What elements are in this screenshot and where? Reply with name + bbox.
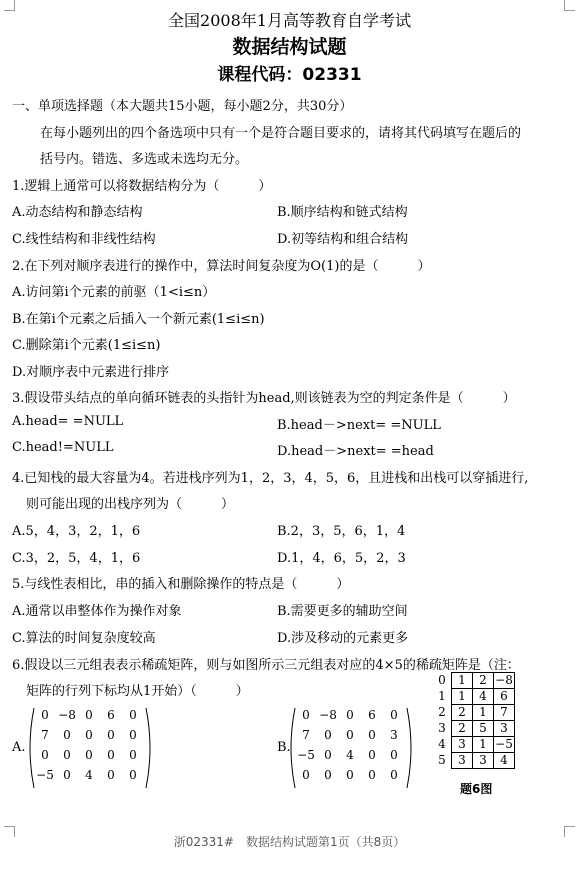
matrix-b-cell: −5 xyxy=(297,748,315,762)
question-6-stem-line2: 矩阵的行列下标均从1开始）（ ） xyxy=(26,684,249,699)
matrix-b-cell: −8 xyxy=(319,708,337,722)
triple-cell: 3 xyxy=(452,737,473,753)
question-4-stem-line1: 4.已知栈的最大容量为4。若进栈序列为1，2，3，4，5，6，且进栈和出栈可以穿插进行, xyxy=(12,471,529,486)
triple-row-index: 3 xyxy=(438,721,446,735)
triple-cell: 5 xyxy=(473,721,494,737)
triple-cell: 2 xyxy=(452,721,473,737)
section-instruction-line1: 在每小题列出的四个备选项中只有一个是符合题目要求的，请将其代码填写在题后的 xyxy=(40,126,522,141)
question-4-option-c: C.3，2，5，4，1，6 xyxy=(12,551,141,566)
question-3-option-a: A.head= =NULL xyxy=(12,414,124,429)
figure-caption: 题6图 xyxy=(460,782,493,796)
triple-cell: 4 xyxy=(494,753,515,769)
matrix-a-row xyxy=(34,768,144,788)
question-6-option-b xyxy=(277,706,417,790)
matrix-b-cell: 0 xyxy=(346,708,354,722)
question-1-option-d: D.初等结构和组合结构 xyxy=(277,232,409,247)
matrix-a-cell: 0 xyxy=(107,728,115,742)
matrix-a-cell: 0 xyxy=(85,708,93,722)
triple-cell: 2 xyxy=(452,705,473,721)
question-2-option-c: C.删除第i个元素(1≤i≤n) xyxy=(12,338,161,353)
triple-table-figure xyxy=(436,672,515,769)
matrix-b-row xyxy=(295,708,405,728)
matrix-a-cell: 0 xyxy=(85,728,93,742)
matrix-a-row xyxy=(34,748,144,768)
triple-row-index: 1 xyxy=(438,689,446,703)
triple-cell: −8 xyxy=(495,673,513,687)
matrix-a-cell: 7 xyxy=(41,728,49,742)
question-2-option-b: B.在第i个元素之后插入一个新元素(1≤i≤n) xyxy=(12,312,265,327)
question-4-option-d: D.1，4，6，5，2，3 xyxy=(277,551,406,566)
triple-cell: −5 xyxy=(495,737,513,751)
matrix-b-cell: 0 xyxy=(346,768,354,782)
question-1-option-a: A.动态结构和静态结构 xyxy=(12,205,143,220)
triple-row xyxy=(452,673,515,689)
question-1-option-c: C.线性结构和非线性结构 xyxy=(12,232,156,247)
matrix-a-cell: 4 xyxy=(85,768,93,782)
section-heading: 一、单项选择题（本大题共15小题，每小题2分，共30分） xyxy=(12,99,353,114)
triple-row-index: 0 xyxy=(438,673,446,687)
matrix-b-cell: 0 xyxy=(324,768,332,782)
matrix-a-cell: 0 xyxy=(129,708,137,722)
question-1-stem: 1.逻辑上通常可以将数据结构分为（ ） xyxy=(12,179,272,194)
matrix-b-cell: 4 xyxy=(346,748,354,762)
question-5-option-d: D.涉及移动的元素更多 xyxy=(277,631,409,646)
triple-cell: 3 xyxy=(452,753,473,769)
triple-row xyxy=(452,689,515,705)
triple-row-index: 2 xyxy=(438,705,446,719)
matrix-b-cell: 0 xyxy=(302,768,310,782)
matrix-b-row xyxy=(295,768,405,788)
question-6-stem-line1: 6.假设以三元组表表示稀疏矩阵，则与如图所示三元组表对应的4×5的稀疏矩阵是（注： xyxy=(12,658,520,673)
question-6-option-a xyxy=(12,706,152,790)
triple-cell: 2 xyxy=(473,673,494,689)
matrix-b-grid xyxy=(295,708,405,788)
matrix-a-cell: 0 xyxy=(107,748,115,762)
matrix-a-cell: −5 xyxy=(36,768,54,782)
question-5-option-b: B.需要更多的辅助空间 xyxy=(277,604,408,619)
triple-row-index: 4 xyxy=(438,737,446,751)
matrix-a-cell: 0 xyxy=(129,748,137,762)
triple-cell: 1 xyxy=(452,689,473,705)
section-instruction-line2: 括号内。错选、多选或未选均无分。 xyxy=(40,152,249,167)
matrix-a-cell: 0 xyxy=(129,768,137,782)
triple-table xyxy=(451,672,515,769)
triple-cell: 6 xyxy=(494,689,515,705)
matrix-b-cell: 0 xyxy=(368,768,376,782)
matrix-a-row xyxy=(34,708,144,728)
matrix-a-cell: 0 xyxy=(107,768,115,782)
matrix-b-cell: 6 xyxy=(368,708,376,722)
question-5-option-c: C.算法的时间复杂度较高 xyxy=(12,631,156,646)
question-5-stem: 5.与线性表相比，串的插入和删除操作的特点是（ ） xyxy=(12,577,350,592)
triple-row xyxy=(452,721,515,737)
matrix-b-cell: 0 xyxy=(368,728,376,742)
triple-cell: 1 xyxy=(473,737,494,753)
matrix-b-cell: 0 xyxy=(302,708,310,722)
question-3-option-c: C.head!=NULL xyxy=(12,440,114,455)
matrix-a-cell: 0 xyxy=(41,748,49,762)
question-5-option-a: A.通常以串整体作为操作对象 xyxy=(12,604,182,619)
question-4-stem-line2: 则可能出现的出栈序列为（ ） xyxy=(26,497,235,512)
question-2-option-d: D.对顺序表中元素进行排序 xyxy=(12,365,170,380)
matrix-b-cell: 0 xyxy=(368,748,376,762)
page-footer: 浙02331# 数据结构试题第1页（共8页） xyxy=(173,835,406,849)
matrix-b-cell: 3 xyxy=(390,728,398,742)
triple-cell: 7 xyxy=(494,705,515,721)
question-3-stem: 3.假设带头结点的单向循环链表的头指针为head,则该链表为空的判定条件是（ ） xyxy=(12,391,516,406)
question-1-option-b: B.顺序结构和链式结构 xyxy=(277,205,408,220)
matrix-a-cell: 6 xyxy=(107,708,115,722)
triple-row xyxy=(452,737,515,753)
triple-row xyxy=(452,705,515,721)
option-a-label: A. xyxy=(12,740,26,755)
matrix-b-cell: 0 xyxy=(390,748,398,762)
matrix-a-cell: 0 xyxy=(63,748,71,762)
triple-row-index: 5 xyxy=(438,753,446,767)
matrix-a-cell: 0 xyxy=(63,728,71,742)
triple-cell: 4 xyxy=(473,689,494,705)
matrix-b-cell: 7 xyxy=(302,728,310,742)
subject-title: 数据结构试题 xyxy=(232,36,347,58)
question-2-option-a: A.访问第i个元素的前驱（1<i≤n） xyxy=(12,285,216,300)
option-b-label: B. xyxy=(277,740,291,755)
matrix-b-cell: 0 xyxy=(324,728,332,742)
question-2-stem: 2.在下列对顺序表进行的操作中，算法时间复杂度为O(1)的是（ ） xyxy=(12,259,431,274)
matrix-b-row xyxy=(295,748,405,768)
matrix-a-row xyxy=(34,728,144,748)
matrix-b-cell: 0 xyxy=(324,748,332,762)
exam-title: 全国2008年1月高等教育自学考试 xyxy=(168,11,411,30)
question-3-option-d: D.head－>next= =head xyxy=(277,444,434,459)
triple-row xyxy=(452,753,515,769)
triple-cell: 3 xyxy=(494,721,515,737)
matrix-a-cell: 0 xyxy=(41,708,49,722)
matrix-b-row xyxy=(295,728,405,748)
question-4-option-a: A.5，4，3，2，1，6 xyxy=(12,524,141,539)
question-4-option-b: B.2，3，5，6，1，4 xyxy=(277,524,406,539)
matrix-b-cell: 0 xyxy=(390,768,398,782)
matrix-a-cell: −8 xyxy=(58,708,76,722)
matrix-a-cell: 0 xyxy=(63,768,71,782)
matrix-b-cell: 0 xyxy=(390,708,398,722)
matrix-a-grid xyxy=(34,708,144,788)
question-3-option-b: B.head－>next= =NULL xyxy=(277,418,441,433)
triple-cell: 1 xyxy=(452,673,473,689)
matrix-a-cell: 0 xyxy=(129,728,137,742)
triple-cell: 3 xyxy=(473,753,494,769)
course-code: 课程代码：02331 xyxy=(217,65,362,85)
matrix-a-cell: 0 xyxy=(85,748,93,762)
triple-cell: 1 xyxy=(473,705,494,721)
matrix-b-cell: 0 xyxy=(346,728,354,742)
